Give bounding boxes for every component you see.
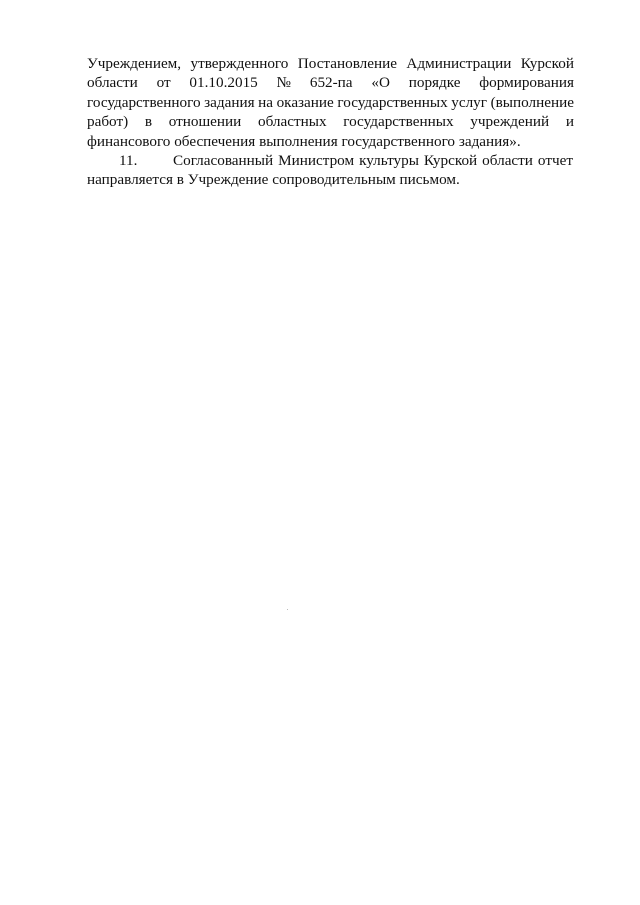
item-number: 11.	[119, 151, 138, 169]
word: и	[565, 113, 574, 131]
word: государственных	[337, 93, 448, 111]
word: области	[87, 74, 138, 92]
item-11-line-1	[87, 151, 574, 170]
word: задания	[204, 93, 255, 111]
word: услуг	[451, 93, 488, 111]
word: государственного	[87, 93, 201, 111]
word: на	[258, 93, 274, 111]
word: оказание	[276, 93, 334, 111]
word: (выполнение	[490, 93, 574, 111]
item-11-line-2	[87, 170, 574, 189]
paragraph-line-1	[87, 54, 574, 73]
word: учреждений	[470, 113, 550, 131]
word: в	[144, 113, 153, 131]
paragraph-line-4	[87, 112, 574, 131]
paragraph-line-5	[87, 132, 574, 151]
document-text	[87, 54, 574, 190]
word: формирования	[479, 74, 574, 92]
word: отношении	[168, 113, 242, 131]
word: Курской	[520, 55, 574, 72]
paragraph-line-2	[87, 73, 574, 92]
item-11-text-line-2: направляется в Учреждение сопроводительным письмом.	[87, 171, 460, 189]
word: областных	[257, 113, 327, 131]
word: Учреждением,	[87, 55, 182, 72]
word: утвержденного	[190, 55, 289, 72]
word: «О	[371, 74, 390, 92]
scan-speck	[287, 609, 288, 610]
word: №	[276, 74, 292, 92]
word: государственных	[343, 113, 454, 131]
word: Администрации	[406, 55, 512, 72]
word: от	[156, 74, 171, 92]
paragraph-line-3	[87, 93, 574, 112]
item-11-text-line-1: Согласованный Министром культуры Курской области отчет	[173, 151, 573, 169]
paragraph-last-line: финансового обеспечения выполнения государственного задания».	[87, 132, 521, 150]
word: работ)	[87, 113, 129, 131]
word: 01.10.2015	[189, 74, 258, 92]
word: Постановление	[297, 55, 398, 72]
word: 652-па	[309, 74, 353, 92]
word: порядке	[408, 74, 461, 92]
